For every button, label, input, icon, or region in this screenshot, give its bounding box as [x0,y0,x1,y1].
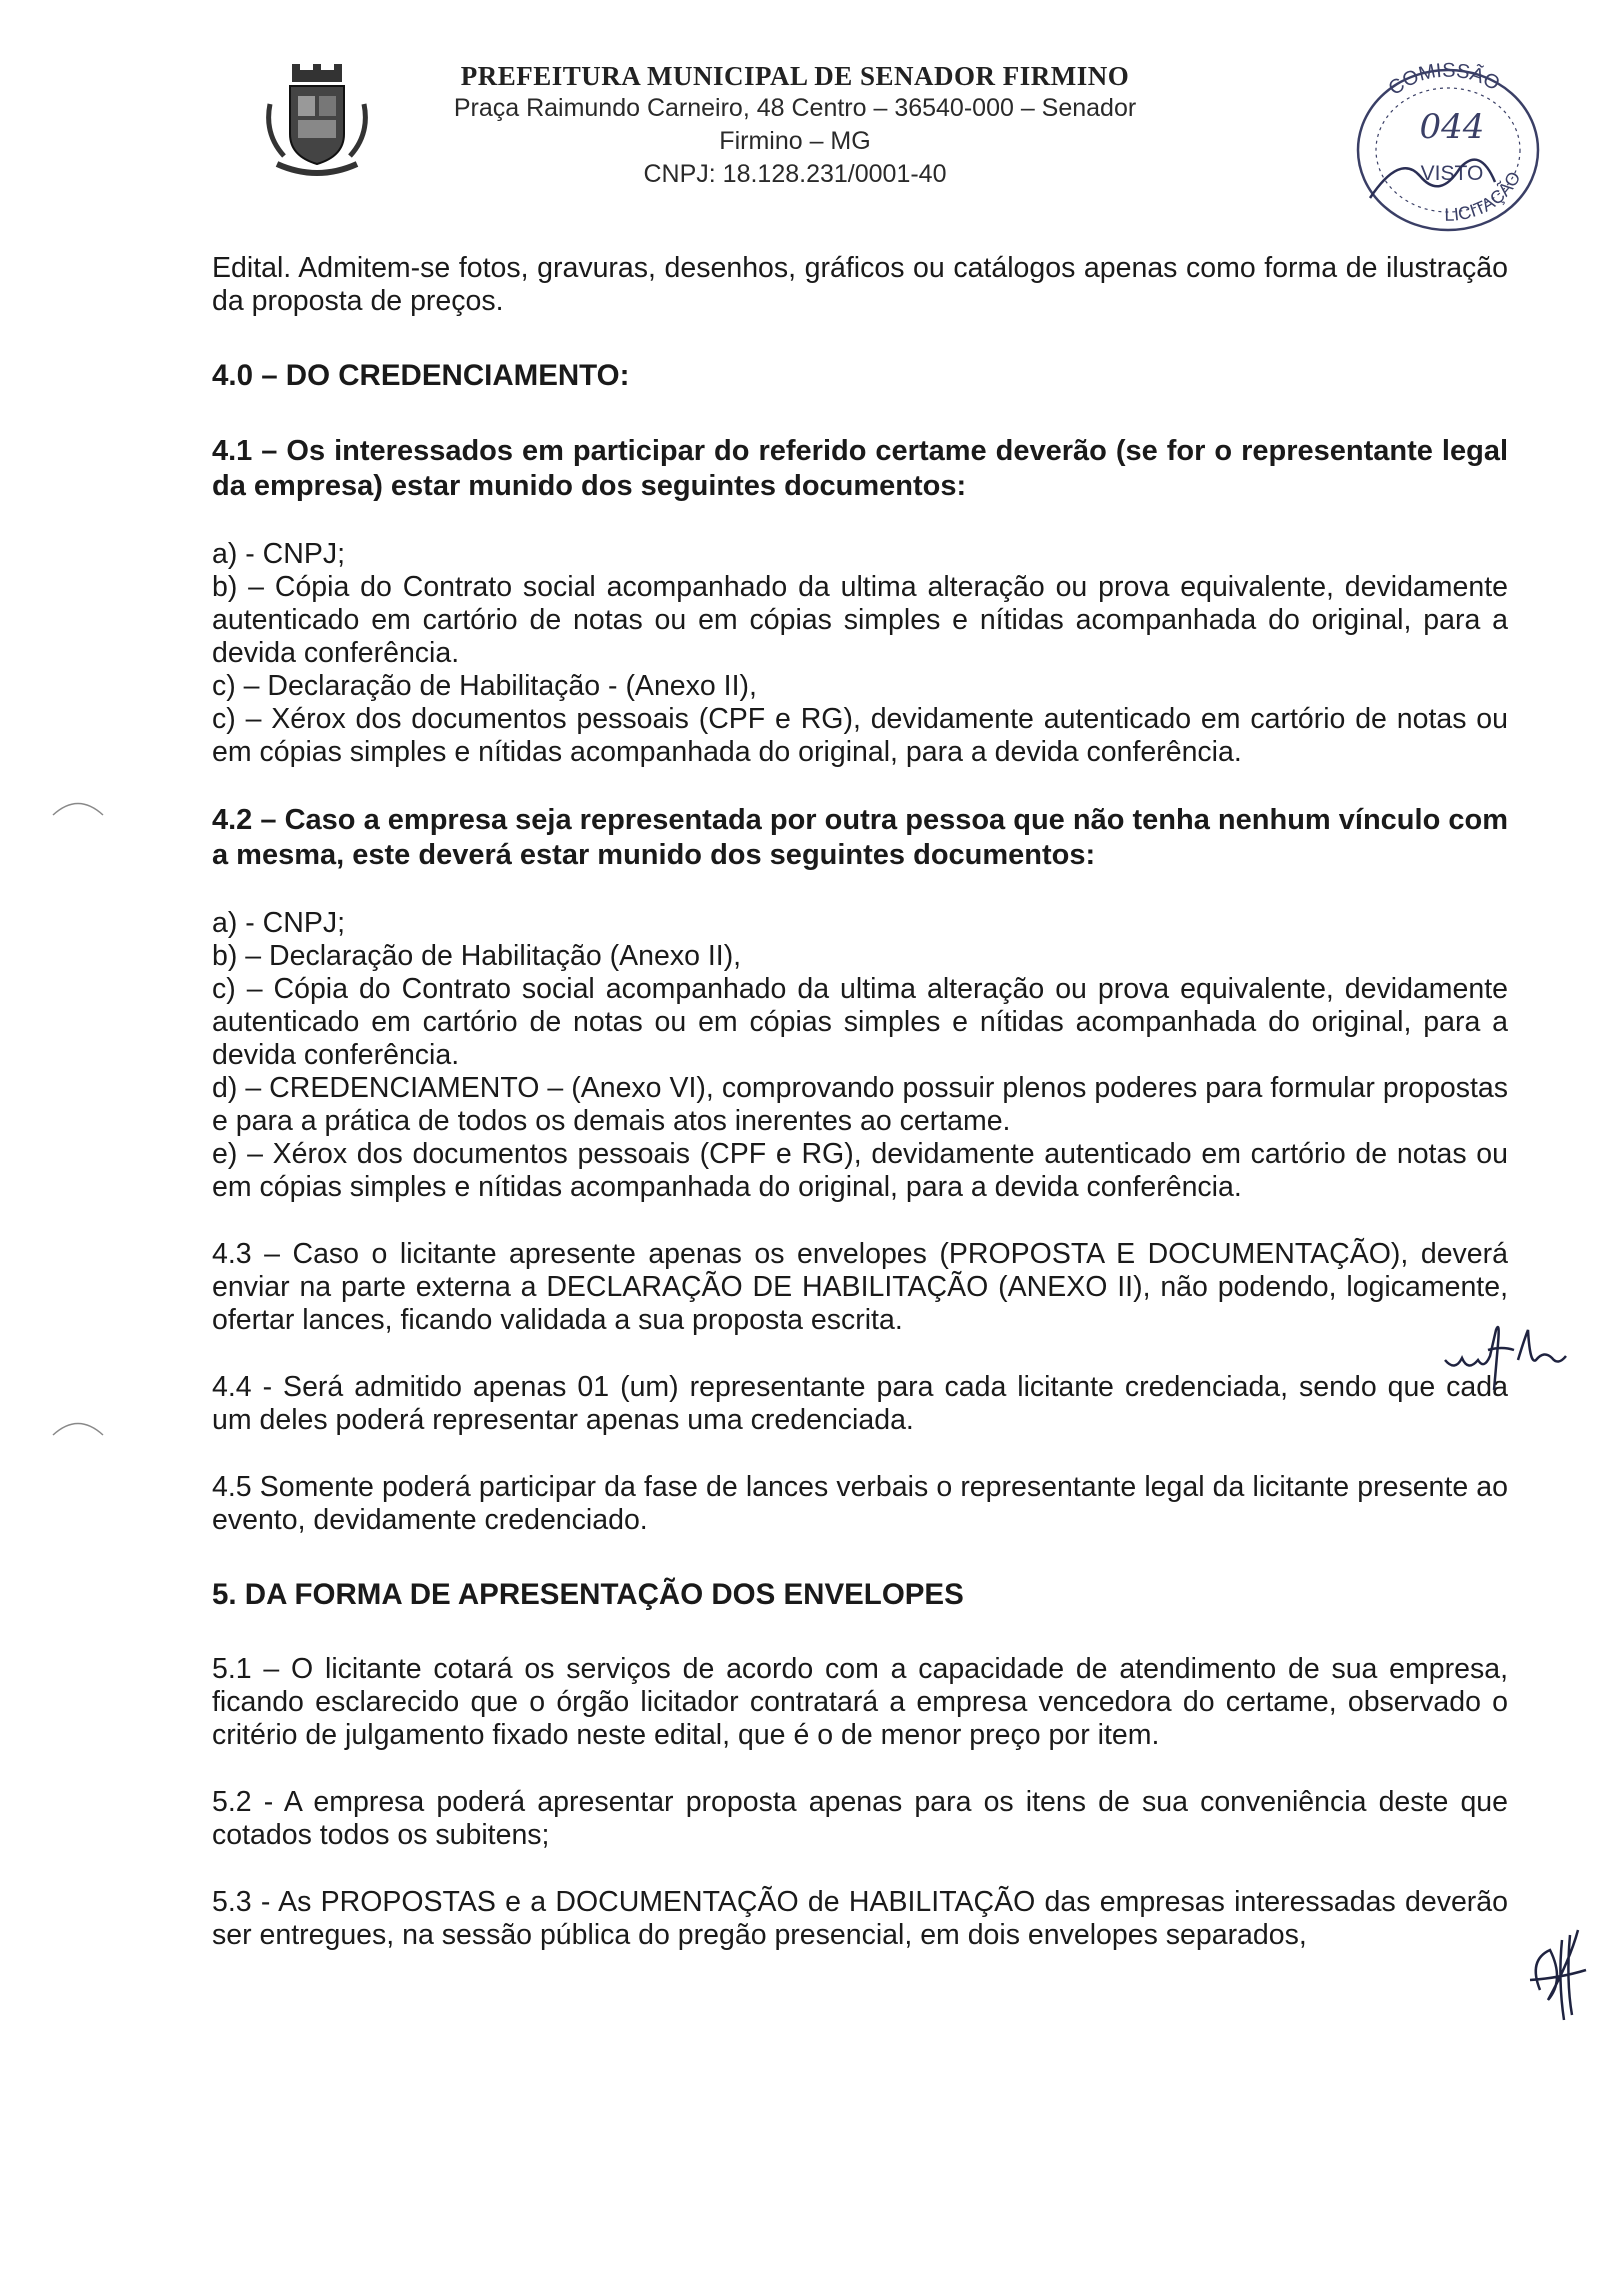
clause-4-3: 4.3 – Caso o licitante apresente apenas os envelopes (PROPOSTA E DOCUMENTAÇÃO), deverá enviar na parte externa a DECLARAÇÃO DE HABILITAÇÃO (ANEXO II), não podendo, logicamente, ofertar lances, ficando validada a sua proposta escrita. [212,1238,1508,1336]
stamp-middle-text: VISTO [1420,162,1484,185]
section-5-heading: 5. DA FORMA DE APRESENTAÇÃO DOS ENVELOPES [212,1578,964,1611]
prefecture-cnpj: CNPJ: 18.128.231/0001-40 [643,160,947,188]
stamp-top-text: COMISSÃO [1384,59,1504,100]
clause-5-1: 5.1 – O licitante cotará os serviços de acordo com a capacidade de atendimento de sua empresa, ficando esclarecido que o órgão licitador contratará a empresa vencedora do certame, observado o critério de julgamento fixado neste edital, que é o de menor preço por item. [212,1653,1508,1751]
clause-4-5: 4.5 Somente poderá participar da fase de lances verbais o representante legal da licitante presente ao evento, devidamente credenciado. [212,1471,1508,1536]
clause-4-2-b: b) – Declaração de Habilitação (Anexo II), [212,940,742,972]
clause-4-1-b: b) – Cópia do Contrato social acompanhado da ultima alteração ou prova equivalente, devidamente autenticado em cartório de notas ou em cópias simples e nítidas acompanhada do original, para a devida conferência. [212,571,1508,669]
section-4-heading: 4.0 – DO CREDENCIAMENTO: [212,359,630,392]
letterhead-text [420,60,1170,191]
clause-4-2-a: a) - CNPJ; [212,907,346,939]
margin-mark-upper [48,790,108,830]
prefecture-title: PREFEITURA MUNICIPAL DE SENADOR FIRMINO [460,61,1130,91]
handwritten-rubric [1520,1920,1590,2030]
document-body [212,252,1508,1952]
municipal-crest-icon [262,64,372,184]
prefecture-address: Praça Raimundo Carneiro, 48 Centro – 36540-000 – Senador Firmino – MG [453,94,1137,155]
commission-stamp [1340,58,1550,233]
handwritten-initials [1440,1310,1570,1400]
clause-4-4: 4.4 - Será admitido apenas 01 (um) representante para cada licitante credenciada, sendo que cada um deles poderá representar apenas uma credenciada. [212,1371,1508,1436]
clause-4-2-e: e) – Xérox dos documentos pessoais (CPF e RG), devidamente autenticado em cartório de notas ou em cópias simples e nítidas acompanhada do original, para a devida conferência. [212,1138,1508,1203]
clause-4-2: 4.2 – Caso a empresa seja representada por outra pessoa que não tenha nenhum vínculo com a mesma, este deverá estar munido dos seguintes documentos: [212,804,1508,871]
stamp-bottom-text: LICITAÇÃO [1444,168,1525,225]
clause-5-3: 5.3 - As PROPOSTAS e a DOCUMENTAÇÃO de HABILITAÇÃO das empresas interessadas deverão ser entregues, na sessão pública do pregão presencial, em dois envelopes separados, [212,1886,1508,1951]
clause-4-1-c1: c) – Declaração de Habilitação - (Anexo II), [212,670,757,702]
margin-mark-lower [48,1410,108,1450]
stamp-number: 044 [1419,107,1485,147]
clause-4-1-c2: c) – Xérox dos documentos pessoais (CPF e RG), devidamente autenticado em cartório de notas ou em cópias simples e nítidas acompanhada do original, para a devida conferência. [212,703,1508,768]
clause-4-2-c: c) – Cópia do Contrato social acompanhado da ultima alteração ou prova equivalente, devidamente autenticado em cartório de notas ou em cópias simples e nítidas acompanhada do original, para a devida conferência. [212,973,1508,1071]
intro-paragraph: Edital. Admitem-se fotos, gravuras, desenhos, gráficos ou catálogos apenas como forma de ilustração da proposta de preços. [212,252,1508,317]
clause-4-1: 4.1 – Os interessados em participar do referido certame deverão (se for o representante legal da empresa) estar munido dos seguintes documentos: [212,435,1508,502]
clause-4-2-d: d) – CREDENCIAMENTO – (Anexo VI), comprovando possuir plenos poderes para formular propostas e para a prática de todos os demais atos inerentes ao certame. [212,1072,1508,1137]
clause-5-2: 5.2 - A empresa poderá apresentar proposta apenas para os itens de sua conveniência deste que cotados todos os subitens; [212,1786,1508,1851]
clause-4-1-a: a) - CNPJ; [212,538,346,570]
